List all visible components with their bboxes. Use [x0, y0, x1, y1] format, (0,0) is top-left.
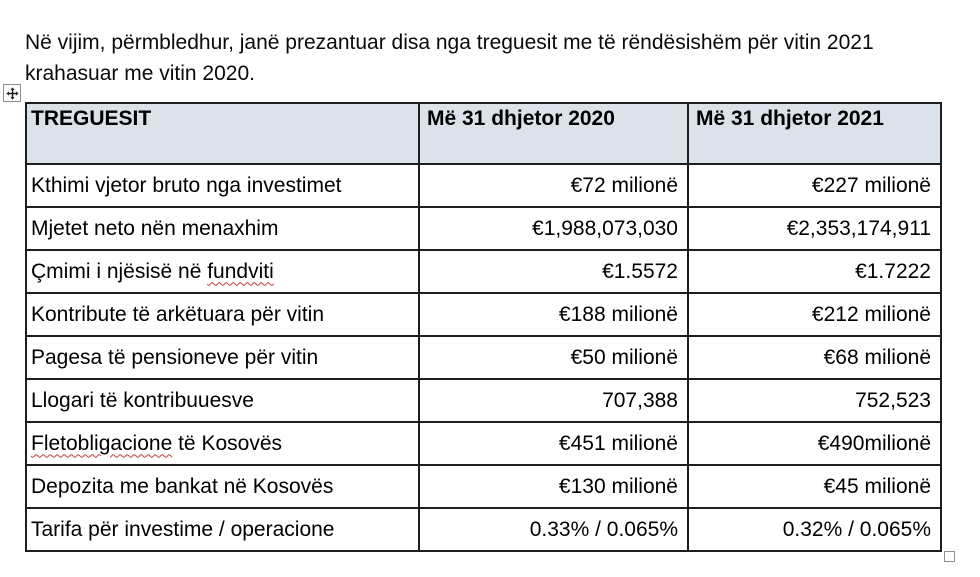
value-2021-cell[interactable]: 752,523	[688, 379, 941, 422]
indicator-label-cell[interactable]	[26, 379, 419, 422]
header-cell-2020[interactable]: Më 31 dhjetor 2020	[419, 103, 688, 164]
header-row	[26, 103, 941, 164]
indicator-label: Llogari të kontribuuesve	[31, 388, 254, 412]
table-row	[26, 207, 941, 250]
table-row	[26, 293, 941, 336]
indicator-label-cell[interactable]	[26, 207, 419, 250]
value-2020-cell[interactable]: €50 milionë	[419, 336, 688, 379]
indicator-label: Kontribute të arkëtuara për vitin	[31, 302, 324, 326]
value-2020-cell[interactable]: €130 milionë	[419, 465, 688, 508]
table-row	[26, 379, 941, 422]
value-2020-cell[interactable]: 0.33% / 0.065%	[419, 508, 688, 551]
table-resize-handle[interactable]	[944, 551, 955, 562]
table-row	[26, 508, 941, 551]
indicator-label-cell[interactable]	[26, 293, 419, 336]
value-2021-cell[interactable]: €1.7222	[688, 250, 941, 293]
misspelled-word: Fletobligacione	[31, 431, 173, 455]
indicator-label: Tarifa për investime / operacione	[31, 517, 335, 541]
table-row	[26, 465, 941, 508]
value-2021-cell[interactable]: 0.32% / 0.065%	[688, 508, 941, 551]
indicator-label-cell[interactable]	[26, 465, 419, 508]
value-2020-cell[interactable]: €1,988,073,030	[419, 207, 688, 250]
indicator-label-cell[interactable]	[26, 336, 419, 379]
value-2021-cell[interactable]: €490milionë	[688, 422, 941, 465]
value-2020-cell[interactable]: €1.5572	[419, 250, 688, 293]
header-cell-2021[interactable]: Më 31 dhjetor 2021	[688, 103, 941, 164]
indicator-label: Kthimi vjetor bruto nga investimet	[31, 173, 342, 197]
indicator-label: Pagesa të pensioneve për vitin	[31, 345, 319, 369]
indicator-label-cell[interactable]	[26, 422, 419, 465]
indicators-table	[25, 102, 942, 552]
value-2021-cell[interactable]: €45 milionë	[688, 465, 941, 508]
table-row	[26, 422, 941, 465]
value-2020-cell[interactable]: €188 milionë	[419, 293, 688, 336]
value-2021-cell[interactable]: €68 milionë	[688, 336, 941, 379]
table-move-icon	[6, 87, 19, 100]
intro-paragraph[interactable]: Në vijim, përmbledhur, janë prezantuar disa nga treguesit me të rëndësishëm për vitin 2021 krahasuar me vitin 2020.	[25, 31, 874, 85]
value-2021-cell[interactable]: €227 milionë	[688, 164, 941, 207]
misspelled-word: fundviti	[207, 259, 274, 283]
indicator-label-cell[interactable]	[26, 164, 419, 207]
indicator-label: Mjetet neto nën menaxhim	[31, 216, 279, 240]
indicator-label: Depozita me bankat në Kosovës	[31, 474, 334, 498]
table-row	[26, 336, 941, 379]
table-row	[26, 164, 941, 207]
table-row	[26, 250, 941, 293]
indicator-label-cell[interactable]	[26, 250, 419, 293]
value-2020-cell[interactable]: €451 milionë	[419, 422, 688, 465]
indicator-label-tail: të Kosovës	[172, 431, 282, 455]
indicator-label-cell[interactable]	[26, 508, 419, 551]
value-2021-cell[interactable]: €212 milionë	[688, 293, 941, 336]
table-move-handle[interactable]	[3, 84, 21, 102]
indicator-label: Çmimi i njësisë në	[31, 259, 208, 283]
value-2020-cell[interactable]: €72 milionë	[419, 164, 688, 207]
header-cell-indicators[interactable]: TREGUESIT	[26, 103, 419, 164]
value-2021-cell[interactable]: €2,353,174,911	[688, 207, 941, 250]
value-2020-cell[interactable]: 707,388	[419, 379, 688, 422]
